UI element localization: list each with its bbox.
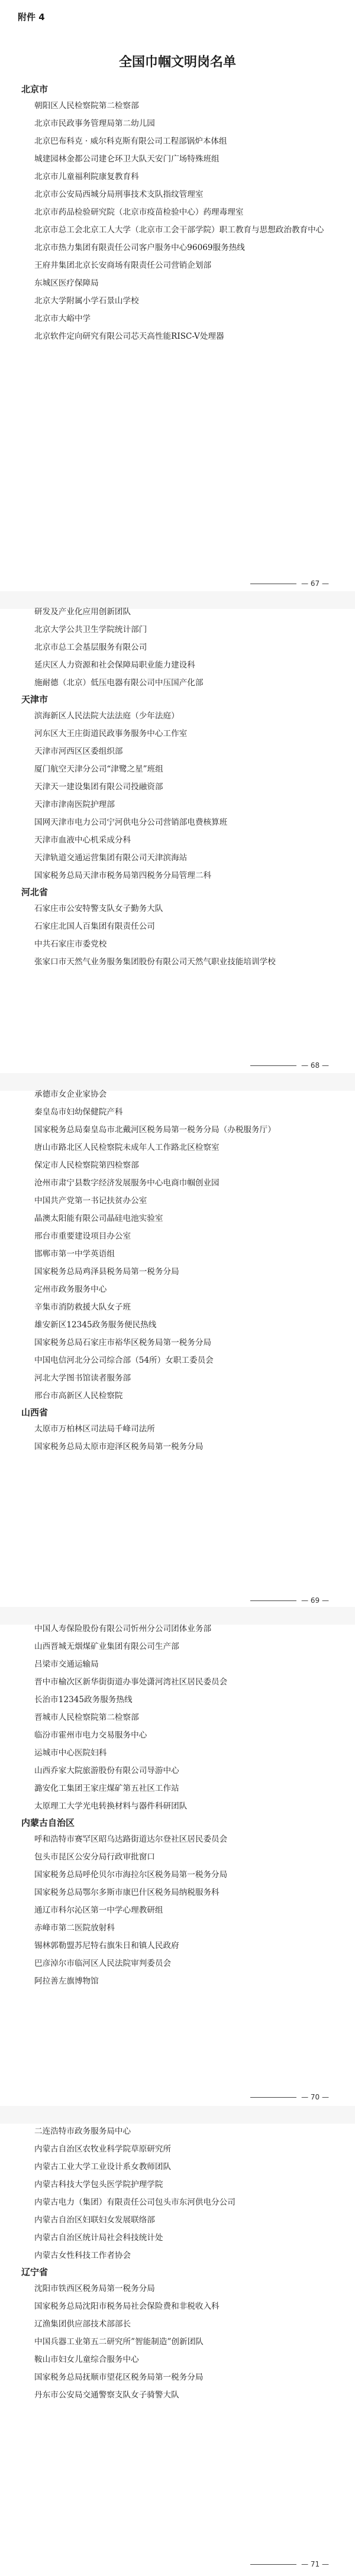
list-item: 定州市政务服务中心 [34,1285,107,1294]
list-item: 朝阳区人民检察院第二检察部 [34,101,139,111]
list-item: 王府井集团北京长安商场有限责任公司营销企划部 [34,261,212,270]
list-item: 锡林郭勒盟苏尼特右旗朱日和镇人民政府 [34,1941,179,1950]
list-item: 北京大学附属小学石景山学校 [34,296,139,306]
page-number: — 71 — [250,2560,329,2568]
list-item: 承德市女企业家协会 [34,1090,107,1099]
list-item: 内蒙古工业大学工业设计系女教师团队 [34,2162,172,2172]
list-item: 潞安化工集团王家庄煤矿第五社区工作站 [34,1784,179,1793]
page-section [21,2123,327,2404]
list-item: 邢台市高新区人民检察院 [34,1391,123,1401]
list-item: 国家税务总局沈阳市税务局社会保险费和非税收入科 [34,2302,220,2311]
page-section [21,1086,327,1456]
list-item: 山西晋城无烟煤矿业集团有限公司生产部 [34,1642,179,1651]
list-item: 沧州市肃宁县数字经济发展服务中心电商巾帼创业园 [34,1178,220,1188]
list-item: 临汾市霍州市电力交易服务中心 [34,1731,147,1740]
list-item: 国网天津市电力公司宁河供电分公司营销部电费核算班 [34,818,228,827]
page-section [21,1620,327,1990]
list-item: 国家税务总局石家庄市裕华区税务局第一税务分局 [34,1338,212,1347]
list-item: 辽渔集团供应部技术部部长 [34,2319,131,2329]
list-item: 晋城市人民检察院第二检察部 [34,1713,139,1722]
list-item: 内蒙古自治区统计局社会科技统计处 [34,2233,163,2243]
list-item: 邯郸市第一中学英语组 [34,1249,115,1259]
list-item: 北京软件定向研究有限公司芯天高性能RISC-V处理器 [34,332,224,341]
list-item: 中国电信河北分公司综合部（54所）女职工委员会 [34,1356,214,1365]
region-heading: 辽宁省 [21,2267,49,2277]
list-item: 国家税务总局天津市税务局第四税务分局管理二科 [34,871,212,880]
list-item: 晋中市榆次区新华街街道办事处潇河湾社区居民委员会 [34,1677,228,1687]
list-item: 巴彦淖尔市临河区人民法院审判委员会 [34,1959,172,1968]
list-item: 国家税务总局鄂尔多斯市康巴什区税务局纳税服务科 [34,1888,220,1897]
list-item: 内蒙古自治区农牧业科学院草原研究所 [34,2144,172,2154]
list-item: 鞍山市妇女儿童综合服务中心 [34,2355,139,2364]
region-heading: 山西省 [21,1407,49,1418]
page-section [21,82,327,345]
list-item: 包头市昆区公安分局行政审批窗口 [34,1852,155,1862]
list-item: 辛集市消防救援大队女子班 [34,1302,131,1312]
list-item: 天津轨道交通运营集团有限公司天津滨海站 [34,853,188,863]
list-item: 中共石家庄市委党校 [34,939,107,949]
list-item: 长治市12345政务服务热线 [34,1695,133,1705]
list-item: 石家庄北国人百集团有限责任公司 [34,922,155,931]
list-item: 施耐德（北京）低压电器有限公司中压国产化部 [34,678,204,688]
list-item: 唐山市路北区人民检察院未成年人工作路北区检察室 [34,1143,220,1152]
list-item: 内蒙古科技大学包头医学院护理学院 [34,2180,163,2189]
page-number: — 70 — [250,2093,329,2101]
list-item: 北京市总工会基层服务有限公司 [34,643,147,652]
list-item: 太原市万柏林区司法局千峰司法所 [34,1424,155,1434]
list-item: 张家口市天然气业务服务集团股份有限公司天然气职业技能培训学校 [34,957,276,967]
list-item: 天津市河西区区委组织部 [34,747,123,756]
list-item: 天津市血液中心机采成分科 [34,835,131,845]
list-item: 北京市药品检验研究院（北京市疫苗检验中心）药理毒理室 [34,208,244,217]
page-gap [0,2106,355,2124]
list-item: 北京市热力集团有限责任公司客户服务中心96069服务热线 [34,243,245,252]
region-heading: 北京市 [21,84,49,95]
list-item: 北京市大峪中学 [34,314,91,323]
list-item: 国家税务总局鸡泽县税务局第一税务分局 [34,1267,179,1276]
list-item: 河东区大王庄街道民政事务服务中心工作室 [34,729,188,738]
list-item: 石家庄市公安特警支队女子勤务大队 [34,904,163,913]
list-item: 秦皇岛市妇幼保健院产科 [34,1107,123,1117]
list-item: 研发及产业化应用创新团队 [34,607,131,617]
list-item: 晶澳太阳能有限公司晶硅电池实验室 [34,1214,163,1223]
list-item: 山西乔家大院旅游股份有限公司导游中心 [34,1766,179,1775]
list-item: 河北大学图书馆读者服务部 [34,1373,131,1383]
list-item: 天津天一建设集团有限公司投融资部 [34,782,163,792]
list-item: 北京市公安局西城分局刑事技术支队指纹管理室 [34,190,204,199]
list-item: 邢台市重要建设项目办公室 [34,1232,131,1241]
list-item: 国家税务总局秦皇岛市北戴河区税务局第一税务分局（办税服务厅） [34,1125,276,1135]
list-item: 国家税务总局太原市迎泽区税务局第一税务分局 [34,1442,204,1451]
list-item: 丹东市公安局交通警察支队女子骑警大队 [34,2390,179,2400]
list-item: 二连浩特市政务服务局中心 [34,2127,131,2136]
list-item: 北京市民政事务管理局第二幼儿园 [34,119,155,128]
list-item: 内蒙古女性科技工作者协会 [34,2251,131,2260]
page-section [21,603,327,971]
list-item: 中国兵器工业第五二研究所”智能制造”创新团队 [34,2337,204,2347]
list-item: 内蒙古自治区妇联妇女发展联络部 [34,2215,155,2225]
list-item: 内蒙古电力（集团）有限责任公司包头市东河供电分公司 [34,2198,235,2207]
list-item: 北京巴布科克 · 威尔科克斯有限公司工程部锅炉本体组 [34,137,227,146]
list-item: 阿拉善左旗博物馆 [34,1976,99,1986]
list-item: 沈阳市铁西区税务局第一税务分局 [34,2284,155,2293]
list-item: 保定市人民检察院第四检察部 [34,1161,139,1170]
list-item: 赤峰市第二医院放射科 [34,1923,115,1933]
list-item: 通辽市科尔沁区第一中学心理教研组 [34,1906,163,1915]
list-item: 呼和浩特市赛罕区昭乌达路街道达尔登社区居民委员会 [34,1835,228,1844]
list-item: 天津市津南医院护理部 [34,800,115,809]
region-heading: 天津市 [21,694,49,705]
list-item: 延庆区人力资源和社会保障局职业能力建设科 [34,660,195,670]
list-item: 北京大学公共卫生学院统计部门 [34,625,147,634]
page-number: — 67 — [250,579,329,588]
list-item: 厦门航空天津分公司“津鹭之星”班组 [34,764,163,774]
document-title: 全国巾帼文明岗名单 [118,55,236,70]
list-item: 中国人寿保险股份有限公司忻州分公司团体业务部 [34,1624,212,1634]
list-item: 滨海新区人民法院大法法庭（少年法庭） [34,711,179,721]
page-number: — 69 — [250,1596,329,1605]
list-item: 中国共产党第一书记扶贫办公室 [34,1196,147,1206]
region-heading: 内蒙古自治区 [21,1817,75,1828]
list-item: 东城区医疗保障局 [34,278,99,288]
list-item: 运城市中心医院妇科 [34,1748,107,1758]
list-item: 国家税务总局呼伦贝尔市海拉尔区税务局第一税务分局 [34,1870,228,1880]
list-item: 吕梁市交通运输局 [34,1660,99,1669]
list-item: 北京市总工会北京工人大学（北京市工会干部学院）职工教育与思想政治教育中心 [34,225,324,235]
list-item: 雄安新区12345政务服务便民热线 [34,1320,157,1330]
page-number: — 68 — [250,1061,329,1070]
list-item: 城建园林金都公司建仑环卫大队天安门广场特殊班组 [34,154,220,164]
list-item: 国家税务总局抚顺市望花区税务局第一税务分局 [34,2373,204,2382]
list-item: 太原理工大学光电转换材料与器件科研团队 [34,1801,188,1811]
region-heading: 河北省 [21,887,49,897]
attachment-label: 附件 4 [18,12,45,22]
list-item: 北京市儿童福利院康复教育科 [34,172,139,182]
